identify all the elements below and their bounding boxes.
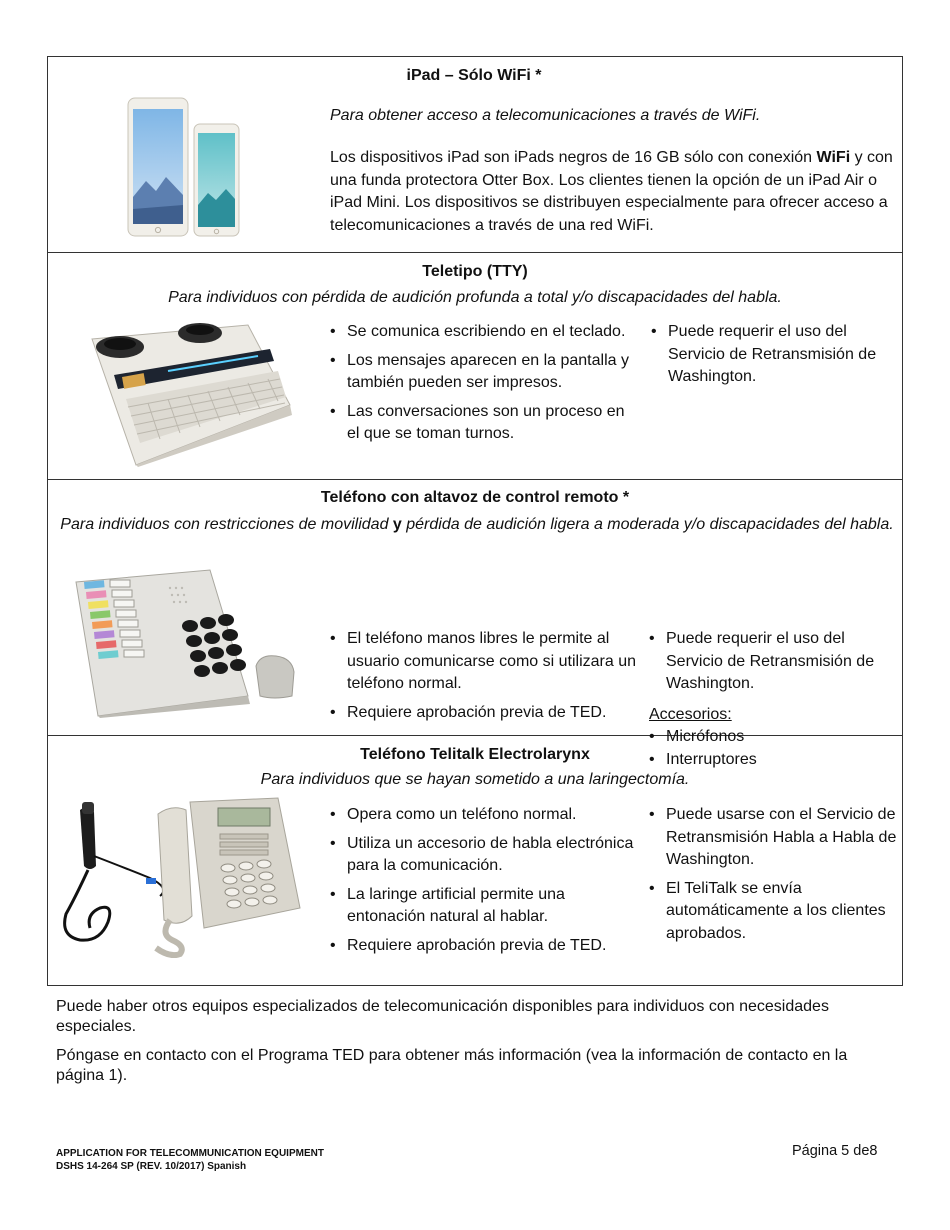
accessory-item: • Micrófonos: [649, 726, 899, 749]
speaker-subtitle-text: Para individuos con restricciones de movilidad: [60, 516, 393, 533]
section-tty: [48, 253, 902, 480]
section-ipad: [48, 57, 902, 253]
ipad-title: iPad – Sólo WiFi *: [406, 67, 542, 84]
ipad-subtitle: Para obtener acceso a telecomunicaciones a través de WiFi.: [330, 107, 761, 124]
equipment-table: [47, 56, 903, 986]
telitalk-bullet: • Requiere aprobación previa de TED.: [330, 935, 640, 958]
tty-bullet: • Las conversaciones son un proceso en el que se toman turnos.: [330, 401, 640, 446]
speaker-bullet: • Puede requerir el uso del Servicio de Retransmisión de Washington.: [649, 628, 899, 696]
telitalk-bullet: • Puede usarse con el Servicio de Retransmisión Habla a Habla de Washington.: [649, 804, 899, 872]
tty-right-list: [651, 321, 899, 395]
tty-subtitle: Para individuos con pérdida de audición profunda a total y/o discapacidades del habla.: [168, 289, 782, 306]
telitalk-bullet: • La laringe artificial permite una entonación natural al hablar.: [330, 884, 640, 929]
note-other-equipment: Puede haber otros equipos especializados de telecomunicación disponibles para individuos con necesidades especiales.: [56, 998, 829, 1035]
speaker-subtitle: [52, 514, 902, 536]
telitalk-bullet: • Opera como un teléfono normal.: [330, 804, 640, 827]
tty-bullet: • Se comunica escribiendo en el teclado.: [330, 321, 640, 344]
ipad-description: [330, 147, 900, 237]
speakerphone-image: [70, 568, 302, 718]
telitalk-bullet: • Utiliza un accesorio de habla electrónica para la comunicación.: [330, 833, 640, 878]
tty-bullet: • Los mensajes aparecen en la pantalla y también pueden ser impresos.: [330, 350, 640, 395]
telitalk-subtitle: Para individuos que se hayan sometido a una laringectomía.: [260, 771, 690, 788]
telitalk-right-list: [649, 804, 899, 951]
speaker-subtitle-text-2: pérdida de audición ligera a moderada y/o discapacidades del habla.: [401, 516, 894, 533]
tty-title: Teletipo (TTY): [422, 263, 528, 280]
accessory-item: • Interruptores: [649, 749, 899, 772]
section-telitalk: [48, 736, 902, 985]
ipad-desc-text-2: y con una funda protectora Otter Box. Los clientes tienen la opción de un iPad Air o iPad Mini. Los dispositivos se distribuyen especialmente para ofrecer acceso a telecomunicaciones a través de una red WiFi.: [330, 149, 893, 234]
tty-image: [78, 319, 296, 467]
accessories-label: Accesorios:: [649, 705, 732, 723]
page-number: Página 5 de8: [792, 1143, 878, 1159]
form-title: APPLICATION FOR TELECOMMUNICATION EQUIPMENT: [56, 1148, 324, 1159]
ipad-image: [126, 97, 246, 239]
speaker-title: Teléfono con altavoz de control remoto *: [320, 489, 630, 506]
form-number: DSHS 14-264 SP (REV. 10/2017) Spanish: [56, 1161, 247, 1172]
speaker-subtitle-bold: y: [392, 516, 402, 533]
telitalk-image: [60, 796, 304, 958]
ipad-desc-bold: WiFi: [816, 149, 851, 166]
telitalk-left-list: [330, 804, 640, 963]
ipad-desc-text: Los dispositivos iPad son iPads negros de 16 GB sólo con conexión: [330, 149, 817, 166]
speaker-bullet: • El teléfono manos libres le permite al usuario comunicarse como si utilizara un teléfono normal.: [330, 628, 640, 696]
tty-bullet: • Puede requerir el uso del Servicio de Retransmisión de Washington.: [651, 321, 899, 389]
telitalk-bullet: • El TeliTalk se envía automáticamente a los clientes aprobados.: [649, 878, 899, 946]
form-identifier: [56, 1147, 324, 1173]
tty-left-list: [330, 321, 640, 452]
speaker-bullet: • Requiere aprobación previa de TED.: [330, 702, 640, 725]
note-contact-ted: Póngase en contacto con el Programa TED para obtener más información (vea la información de contacto en la página 1).: [56, 1047, 848, 1084]
speaker-left-list: [330, 628, 640, 730]
telitalk-title: Teléfono Telitalk Electrolarynx: [360, 746, 590, 763]
